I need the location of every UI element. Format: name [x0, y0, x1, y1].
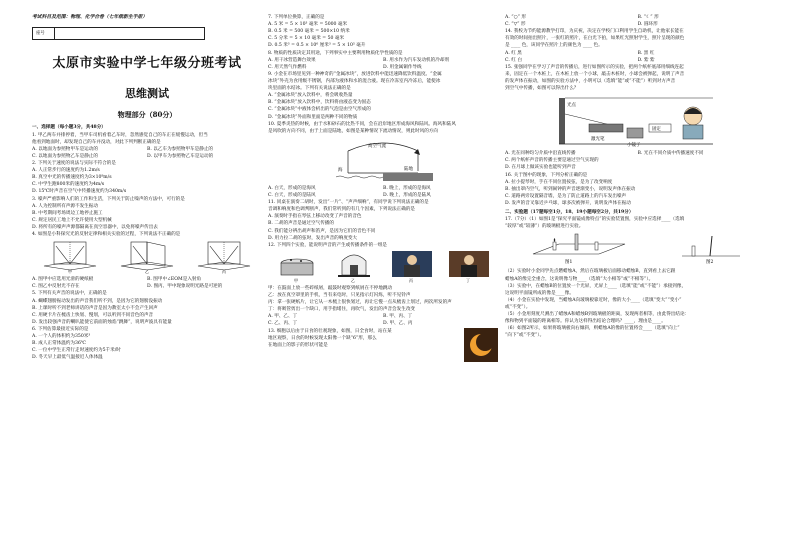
- label-fixed: 固定: [651, 127, 661, 133]
- question-line: 有效的时间拍出照片，一张红的照片，在白光下拍，如果红光照射学生，照片呈现的颜色: [505, 36, 685, 42]
- question-line: 丁：将吸管剪出一个缺口，用手指堵住，再吹气，发出的声音会发生改变: [268, 307, 416, 313]
- question-line: C. 5 分米 = 5 × 10 毫米 = 50 毫米: [268, 36, 345, 42]
- option-text: B. 黑 红: [637, 50, 655, 56]
- question-line: B. 抽出罩内空气，听到闹钟的声音逐渐变小，说明发声体在振动: [505, 186, 636, 192]
- question-line: D. 发声的音叉靠近乒乓球，球多次被弹开，说明发声体在振动: [505, 200, 631, 206]
- seat-field[interactable]: [55, 28, 205, 40]
- figure-drum: [273, 251, 321, 283]
- figure-1-mirror: [529, 232, 629, 266]
- label-small-mirror: 小镜子: [626, 143, 640, 149]
- exam-part-title: 物理部分（80分）: [117, 109, 177, 119]
- option-text: A. 红 黑: [505, 50, 522, 56]
- question-line: 冰块”外壳为食用级不锈钢，内部为液体和水的混合液。现在冷冻室内冷冻后，能使冰: [268, 78, 441, 84]
- label-sea: 海: [338, 167, 343, 173]
- fig-label-yi: 乙: [351, 277, 356, 283]
- figure-person-comb: [388, 251, 436, 283]
- option-text: B. 用水作为汽车发动机的冷却剂: [383, 57, 450, 63]
- option-row: [505, 150, 770, 157]
- question-line: 是 ____ 色，该同学在照片上的颜色为 ____ 色。: [505, 43, 603, 49]
- question-line: C. “金属冰块”中液体会析出的气泡是由空气形成的: [268, 107, 371, 113]
- laser-mirror-diagram: [553, 94, 723, 148]
- option-text: D. 以甲车为参照物乙车是运动的: [147, 153, 214, 159]
- question-line: 像和物到平面镜的距离相等。你认为这样得出结论合理吗？____，理由是____。: [505, 319, 666, 325]
- question-line: B. 0.5 米 = 500 毫米 = 500×10 纳米: [268, 29, 350, 35]
- option-text: C. 红 白: [505, 57, 522, 63]
- question-line: 4. 如图是小科探究光的反射定律和相关实验的过程，下列说法不正确的是: [32, 232, 181, 238]
- exam-scope: 考试科目及范围：物理、化学合卷（七年级新生手册）: [32, 14, 148, 20]
- question-line: 他看到地面时，却发现自己的车并没动，对此下列判断正确的是: [32, 139, 161, 145]
- option-row: [505, 21, 770, 28]
- question-line: 到空气中传播，如图可以得出什么？: [505, 86, 579, 92]
- figure-2-mirror: [676, 232, 746, 266]
- question-line: B. 真空中光的传播速度约为3×10⁸m/s: [32, 175, 112, 181]
- question-line: 6. 下列估算最接近实际的是: [32, 326, 89, 332]
- question-line: C. 我们能分辨出胡声和笛声，是因为它们的音色不同: [268, 228, 376, 234]
- question-line: 是风吹的方向不同，由于上面是陆地，如图是某种情况下流动情况，则此时风的方向: [268, 128, 438, 134]
- option-row: [268, 64, 498, 71]
- fig-label-bing: 丙: [408, 277, 413, 283]
- column-middle: [268, 14, 498, 554]
- question-line: A. 拉小提琴时，手在不同位置按弦，是为了改变响度: [505, 179, 613, 185]
- question-line: C. 两个纸杯声音的传播主要是通过空气实现的: [505, 158, 599, 164]
- option-row: [32, 283, 262, 290]
- option-text: C. 白天，形成的是陆风: [268, 192, 316, 198]
- sea-land-breeze-diagram: [328, 137, 438, 183]
- question-line: 17.（7分）（1）如图1是“探究平面镜成像特点”的实验装置图，实验中应选择____（选填: [505, 217, 685, 223]
- option-text: D. 甲、乙、丙: [383, 321, 413, 327]
- solar-eclipse-image: [464, 328, 498, 362]
- question-line: D. 发出较强声音的喇叭能使它前面的烛焰“跳舞”，说明声波具有能量: [32, 319, 172, 325]
- column-right-content: [505, 14, 770, 340]
- fig-label-2: 图2: [706, 260, 714, 266]
- option-text: B. 图甲中∠EOM是入射角: [147, 277, 202, 283]
- question-line: D. 在月球上做该实验也能听到声音: [505, 165, 576, 171]
- column-left: [32, 14, 262, 554]
- figure-straw: [445, 251, 493, 283]
- figure-bing: [194, 240, 254, 274]
- option-text: C. “▽” 形: [505, 22, 526, 28]
- figure-jia: [40, 240, 100, 274]
- question-line: C. 规定居民工地上不允许使用大型机械: [32, 217, 112, 223]
- question-line: 14. 我校为节约能源教学打印，为庆祝，决定在学校门口利用学生自助机，让他家长能在: [505, 29, 684, 35]
- question-line: 8. 物质的性质决定其用途，下列事实中主要利用物质化学性质的是: [268, 50, 403, 56]
- fig-label-yi: 乙: [144, 269, 149, 275]
- question-line: 音调和响度和色调判断声，我们常听到的有几个因素，下列说法正确的是: [268, 207, 416, 213]
- option-row: [268, 185, 498, 192]
- fig-label-bing: 丙: [221, 269, 226, 275]
- question-line: B. 上课时听不到老师讲话的声音是因为教室太小不会产生回声: [32, 305, 158, 311]
- label-land: 陆地: [404, 166, 413, 172]
- option-row: [32, 276, 262, 283]
- question-line: A. “金属冰块”放入饮料中，将会吸收热量: [268, 93, 353, 99]
- option-text: D. 圆环形: [637, 22, 658, 28]
- question-line: 块里面的水结冰。下列有关说法正确的是: [268, 86, 351, 92]
- option-text: C. 乙、丙、丁: [268, 321, 298, 327]
- option-text: C. 以地面为参照物乙车是静止的: [32, 153, 98, 159]
- option-text: A. 以地面为参照物甲车是运动的: [32, 146, 98, 152]
- question-line: 的发声体在振动，如图的实验方法中，小明可以（选填“能”或“不能”）听到对方声音: [505, 78, 676, 84]
- question-line: 15. 张强同学在学习了声音的传播后，进行如图所示的实验，把两个纸杯底部用细线连起: [505, 64, 684, 70]
- question-line: 3. 噪声严重影响人们的工作和生活，下列关于防止噪声的方法中，可行的是: [32, 196, 185, 202]
- question-line: D. 将所有的噪声声源都隔离在真空容器中，以免将噪声传出去: [32, 224, 158, 230]
- option-text: D. 图丙、甲中现象说明光路是可逆的: [147, 284, 223, 290]
- sound-experiments: [268, 251, 498, 283]
- question-line: （4）小金在实验中发现，当蜡烛A向玻璃板靠近时，像的大小____（选填“变大”“变小”: [505, 297, 682, 303]
- question-line: D. 用力拉二胡的弦时，发出声音的响度变大: [268, 235, 358, 241]
- question-13: [268, 328, 498, 362]
- question-line: 10. 夏季炎热的时候，由于水和砂石的比热不同，会在沿岸地区形成海风和陆风。海风和陆风: [268, 121, 456, 127]
- question-line: A. 人为控制所有声源不发生振动: [32, 203, 98, 209]
- option-row: [505, 14, 770, 21]
- question-line: 13. 细胞以后由于日食的壮观现象，如图，日全食时，站在某: [268, 328, 392, 334]
- fig-label-ding: 丁: [466, 277, 471, 283]
- option-text: A. “○” 形: [505, 15, 526, 20]
- figure-yi: [117, 240, 177, 274]
- question-line: 7. 下列单位换算，正确的是: [268, 15, 325, 20]
- question-line: 在地面上的影子的形状可能是: [268, 342, 328, 348]
- question-line: A. 一个人的体积约为350米³: [32, 334, 91, 340]
- question-line: 1. 甲乙两车并排停着，当甲车司机看着乙车时，忽然感觉自己的车正在缓慢运动，但当: [32, 132, 208, 138]
- question-line: A. 演奏时手指在琴弦上移动改变了声音的音色: [268, 214, 362, 220]
- light-experiment-figure: [505, 94, 770, 148]
- question-line: 2. 下列关于速度的说法与实际不符合的是: [32, 161, 116, 166]
- plane-mirror-figures: [505, 232, 770, 266]
- question-line: D. 冬天早上最低气温接近人体体温: [32, 355, 103, 361]
- option-text: B. 甲、丙、丁: [383, 314, 413, 320]
- question-line: D. “金属冰块”外面和里面是两种不同的物质: [268, 114, 358, 120]
- question-line: C. 用硬卡片在梳齿上快划、慢划，可以听到不同音色的声音: [32, 312, 154, 318]
- seat-label: 座号: [33, 28, 55, 40]
- question-line: （5）小金用刻度尺测出了蜡烛A和蜡烛B到玻璃板的距离，发现两者相等，由此得出结论：: [505, 312, 690, 318]
- question-13-text: [268, 328, 458, 349]
- question-line: “向下”或“不变”）。: [505, 333, 545, 339]
- option-text: A. 甲、乙、丁: [268, 314, 298, 320]
- fig-label-1: 图1: [564, 260, 573, 266]
- question-line: （2）实验时小金同学先点燃蜡烛A，然后在玻璃板后面移动蜡烛B，直到看上去它跟: [505, 269, 676, 275]
- question-line: 乙：放在真空罩里的手机，当有来电时，只见指示灯闪烁，听不见铃声: [268, 292, 411, 298]
- option-row: [505, 57, 770, 64]
- option-text: B. 光在不同介质中传播速度不同: [637, 151, 704, 157]
- option-text: C. 图乙中反射光不存在: [32, 284, 80, 290]
- section-heading: 二、实验题（17题每空1分，18、19小题每空2分，共19分）: [505, 210, 634, 216]
- question-line: A. 蝴蝶翅膀振动发出的声音我们听不到，是因为它的翅膀没振动: [32, 298, 163, 304]
- question-line: C. 道路两旁设置隔音墙，是为了防止道路上的汽车发出噪声: [505, 193, 627, 199]
- question-line: 16. 关于图中的现象，下列分析正确的是: [505, 172, 588, 178]
- option-text: A. 图甲中应选用光滑的硬纸板: [32, 277, 94, 283]
- question-line: 11. 同桌在演奏二胡时，发出“一片”、“声声细响”，有同学说下列说法正确的是: [268, 200, 429, 206]
- question-line: 12. 下列四个实验，能说明声音的产生或传播条件的一组是: [268, 242, 388, 248]
- question-line: C. 一位中学生正常行走时速度约为5千米/时: [32, 348, 121, 354]
- column-left-content: [32, 124, 262, 361]
- option-text: D. 用金属铜作导线: [383, 64, 422, 70]
- question-line: （6）如图2所示，如果将玻璃板向右倾斜，则蜡烛A的像的位置将会____（选填“向上”: [505, 326, 680, 332]
- question-line: C. 中学生跑800米的速度约为4m/s: [32, 182, 105, 188]
- reflection-figures: [32, 240, 262, 274]
- question-line: D. 0.5 米³ = 0.5 × 10⁶ 厘米³ = 5 × 10⁵ 毫升: [268, 43, 366, 49]
- question-line: 这说明平面镜所成的像是____像。: [505, 290, 574, 296]
- option-row: [268, 320, 498, 327]
- label-laser: 激光笔: [590, 137, 604, 143]
- question-line: B. 二胡的声音是通过空气传播的: [268, 221, 335, 227]
- question-line: 丙：拿一张硬纸片，让它从一木梳上很快划过，再让它慢一点从梳齿上划过，两次所发的声: [268, 300, 452, 306]
- option-text: A. 用干冰营造舞台效果: [268, 57, 316, 63]
- question-line: B. 中考期间考场周边工地停止施工: [32, 210, 103, 216]
- column-right: [505, 14, 770, 554]
- option-text: D. 紫 紫: [637, 57, 655, 63]
- question-line: A. 5 米 = 5 × 10³ 毫米 = 5000 毫米: [268, 22, 348, 28]
- option-text: B. 以乙车为参照物甲车是静止的: [147, 146, 214, 152]
- question-line: 蜡烛A的像完全重合，这说明像与物____（选填“大小相等”或“不相等”）。: [505, 276, 654, 282]
- question-line: 5. 下列有关声音的说法中，正确的是: [32, 291, 107, 297]
- question-line: （3）实验中，在蜡烛B的位置放一个光屏，光屏上____（选填“能”或“不能”）承接到像，: [505, 283, 687, 289]
- question-line: A. 人正常步行的速度约为1.2m/s: [32, 168, 100, 174]
- option-row: [268, 192, 498, 199]
- exam-subtitle: 思维测试: [125, 86, 169, 100]
- figure-vacuum-bell: [330, 251, 378, 283]
- fig-label-jia: 甲: [68, 269, 73, 275]
- question-line: 或“不变”）。: [505, 304, 531, 310]
- question-line: D. 15℃时声音在空气中传播速度约为340m/s: [32, 189, 127, 195]
- question-line: 地区观察，日食的时候发现太阳像一个缺“6”形，那么: [268, 335, 377, 341]
- wind-figure: [268, 137, 498, 183]
- option-text: A. 光在同种均匀介质中沿直线传播: [505, 151, 576, 157]
- fig-label-jia: 甲: [293, 277, 298, 283]
- seat-number-box: [32, 27, 205, 40]
- option-row: [32, 153, 262, 160]
- exam-title: 太原市实验中学七年级分班考试: [52, 56, 242, 72]
- question-line: 来，固定在一个木桩上，在木桩上放一个小球，敲击木桩时，小球会被弹起，说明了声音: [505, 71, 685, 77]
- option-row: [268, 57, 498, 64]
- label-high-airflow: 高空气流: [368, 143, 386, 149]
- option-text: A. 白天，形成的是海风: [268, 185, 316, 191]
- question-line: 9. 小金在市场里见到一种神奇的“金属冰块”，放进饮料中能迅速降低饮料温度。“金属: [268, 71, 442, 77]
- section-heading: 一、选择题（每小题3分，共48分）: [32, 125, 106, 131]
- question-line: “较厚”或“较薄”）的玻璃板进行实验。: [505, 224, 584, 230]
- question-line: B. 成人正常体温约为36℃: [32, 341, 87, 347]
- column-middle-content: [268, 14, 498, 328]
- question-line: 甲：在鼓面上放一些碎纸屑，敲鼓时观察到纸屑在不停地跳动: [268, 285, 393, 291]
- option-row: [268, 313, 498, 320]
- option-text: D. 晚上，形成的是陆风: [383, 192, 431, 198]
- option-text: B. “☾” 形: [637, 15, 659, 20]
- question-line: B. “金属冰块”放入饮料中，饮料将由液态变为固态: [268, 100, 371, 106]
- option-text: C. 用天然气作燃料: [268, 64, 307, 70]
- option-row: [32, 146, 262, 153]
- option-row: [505, 50, 770, 57]
- option-text: B. 晚上，形成的是海风: [383, 185, 431, 191]
- label-light-spot: 光点: [566, 103, 576, 109]
